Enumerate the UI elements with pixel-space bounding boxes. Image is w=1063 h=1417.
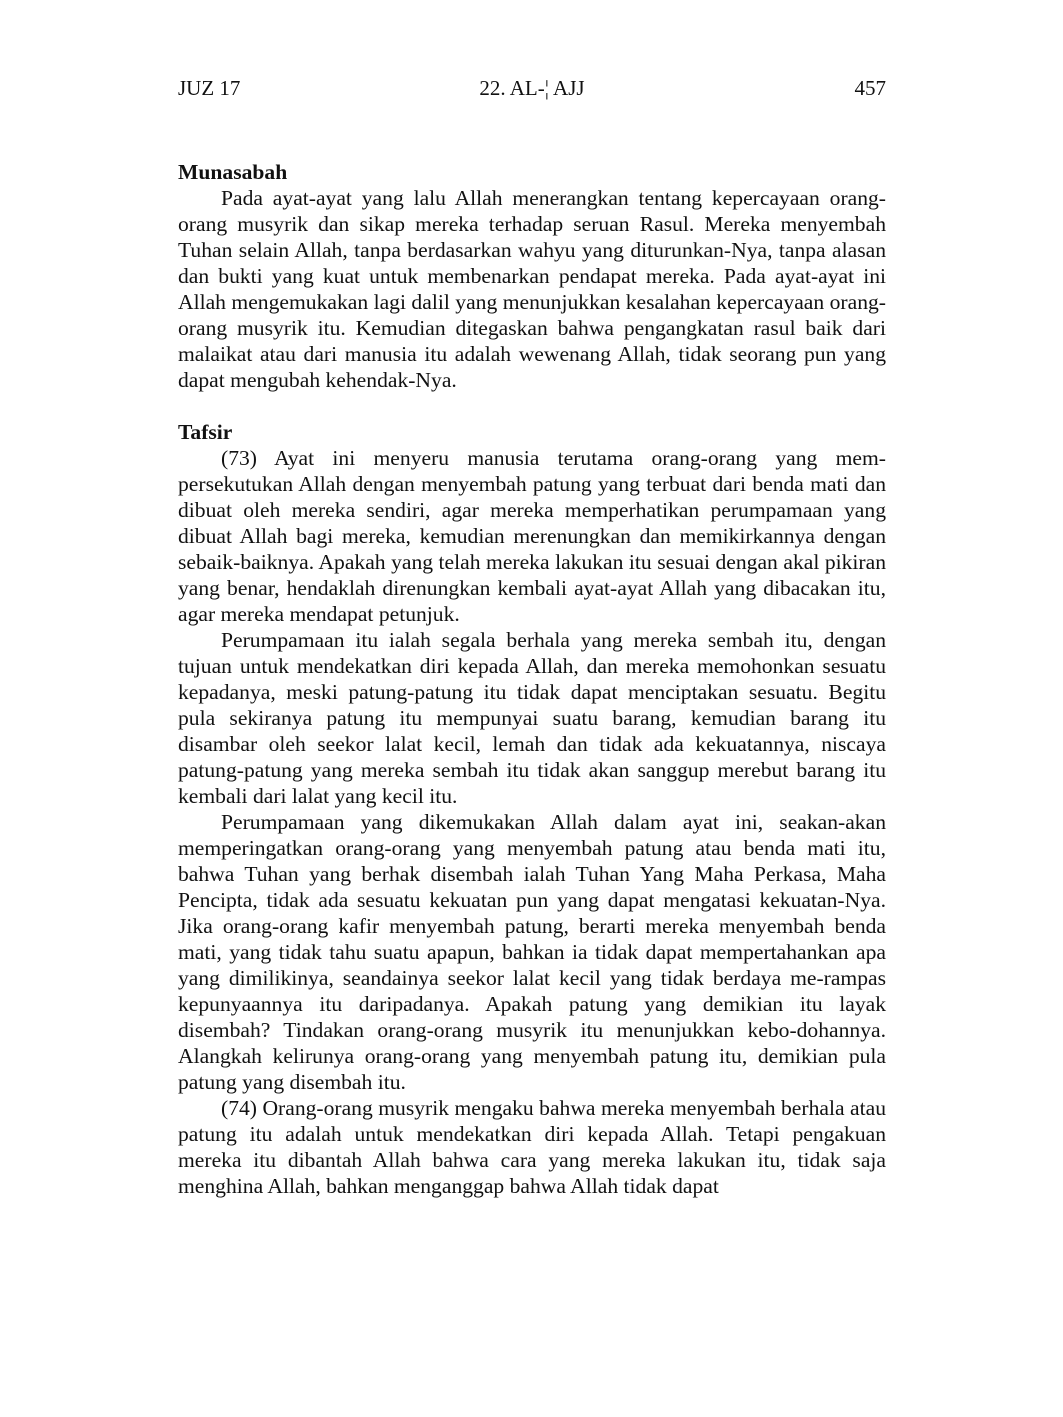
section-spacer — [178, 393, 886, 419]
tafsir-paragraph: Perumpamaan yang dikemukakan Allah dalam ayat ini, seakan-akan memperingatkan orang-orang yang menyembah patung atau benda mati itu, bahwa Tuhan yang berhak disembah ialah Tuhan Yang Maha Perkasa, Maha Pencipta, tidak ada sesuatu kekuatan pun yang dapat mengatasi kekuatan-Nya. Jika orang-orang kafir menyembah patung, berarti mereka menyembah benda mati, yang tidak tahu suatu apapun, bahkan ia tidak dapat mempertahankan apa yang dimilikinya, seandainya seekor lalat kecil yang tidak berdaya me-rampas kepunyaannya itu daripadanya. Apakah patung yang demikian itu layak disembah? Tindakan orang-orang musyrik itu menunjukkan kebo-dohannya. Alangkah kelirunya orang-orang yang menyembah patung itu, demikian pula patung yang disembah itu. — [178, 810, 886, 1094]
munasabah-heading: Munasabah — [178, 160, 288, 184]
tafsir-paragraph: Perumpamaan itu ialah segala berhala yang mereka sembah itu, dengan tujuan untuk mendekatkan diri kepada Allah, dan mereka memohonkan sesuatu kepadanya, meski patung-patung itu tidak dapat menciptakan sesuatu. Begitu pula sekiranya patung itu mempunyai suatu barang, kemudian barang itu disambar oleh seekor lalat kecil, lemah dan tidak ada kekuatannya, niscaya patung-patung yang mereka sembah itu tidak akan sanggup merebut barang itu kembali dari lalat yang kecil itu. — [178, 628, 886, 808]
surah-title: 22. AL-¦ AJJ — [479, 76, 585, 100]
tafsir-paragraph-74: (74) Orang-orang musyrik mengaku bahwa mereka menyembah berhala atau patung itu adalah untuk mendekatkan diri kepada Allah. Tetapi pengakuan mereka itu dibantah Allah bahwa cara yang mereka lakukan itu, tidak saja menghina Allah, bahkan menganggap bahwa Allah tidak dapat — [178, 1096, 886, 1198]
page-body — [178, 159, 886, 1199]
page-number: 457 — [854, 76, 886, 100]
tafsir-paragraph-73: (73) Ayat ini menyeru manusia terutama orang-orang yang mem-persekutukan Allah dengan menyembah patung yang terbuat dari benda mati dan dibuat oleh mereka sendiri, agar mereka memperhatikan perumpamaan yang dibuat Allah bagi mereka, kemudian merenungkan dan memikirkannya dengan sebaik-baiknya. Apakah yang telah mereka lakukan itu sesuai dengan akal pikiran yang benar, hendaklah direnungkan kembali ayat-ayat Allah yang dibacakan itu, agar mereka mendapat petunjuk. — [178, 446, 886, 626]
munasabah-paragraph: Pada ayat-ayat yang lalu Allah menerangkan tentang kepercayaan orang-orang musyrik dan sikap mereka terhadap seruan Rasul. Mereka menyembah Tuhan selain Allah, tanpa berdasarkan wahyu yang diturunkan-Nya, tanpa alasan dan bukti yang kuat untuk membenarkan pendapat mereka. Pada ayat-ayat ini Allah mengemukakan lagi dalil yang menunjukkan kesalahan kepercayaan orang-orang musyrik itu. Kemudian ditegaskan bahwa pengangkatan rasul baik dari malaikat atau dari manusia itu adalah wewenang Allah, tidak seorang pun yang dapat mengubah kehendak-Nya. — [178, 186, 886, 392]
juz-label: JUZ 17 — [178, 76, 241, 100]
running-header — [178, 74, 886, 104]
tafsir-heading: Tafsir — [178, 420, 233, 444]
